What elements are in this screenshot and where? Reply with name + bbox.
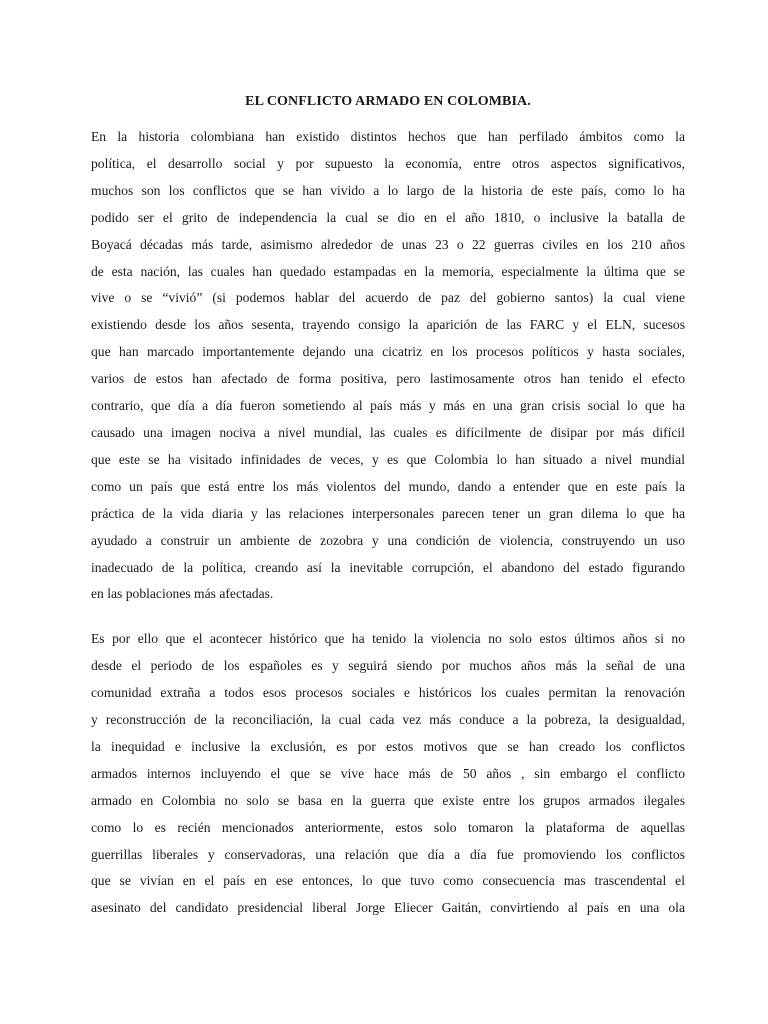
paragraph-line: armado en Colombia no solo se basa en la guerra que existe entre los grupos armados ilegales: [91, 792, 685, 808]
paragraph-line: vive o se “vivió” (si podemos hablar del acuerdo de paz del gobierno santos) la cual viene: [91, 290, 685, 306]
paragraph-line: que se vivían en el país en ese entonces, lo que tuvo como consecuencia mas trascendental el: [91, 873, 685, 889]
paragraph-2: [91, 626, 685, 922]
paragraph-line: como un país que está entre los más violentos del mundo, dando a entender que en este país la: [91, 478, 685, 494]
paragraph-line: comunidad extraña a todos esos procesos sociales e históricos los cuales permitan la renovación: [91, 685, 685, 701]
paragraph-line: En la historia colombiana han existido distintos hechos que han perfilado ámbitos como la: [91, 129, 685, 144]
paragraph-1: [91, 124, 685, 608]
paragraph-line: podido ser el grito de independencia la cual se dio en el año 1810, o inclusive la batalla de: [91, 209, 685, 225]
paragraph-line: guerrillas liberales y conservadoras, una relación que día a día fue promoviendo los conflictos: [91, 846, 685, 862]
paragraph-line: contrario, que día a día fueron sometiendo al país más y más en una gran crisis social lo que ha: [91, 398, 685, 414]
paragraph-line: asesinato del candidato presidencial liberal Jorge Eliecer Gaitán, convirtiendo al país en una ola: [91, 900, 685, 916]
document-body: [91, 92, 685, 940]
paragraph-line: existiendo desde los años sesenta, trayendo consigo la aparición de las FARC y el ELN, sucesos: [91, 317, 685, 333]
paragraph-line: inadecuado de la política, creando así la inevitable corrupción, el abandono del estado figurando: [91, 559, 685, 575]
paragraph-line: ayudado a construir un ambiente de zozobra y una condición de violencia, construyendo un uso: [91, 532, 685, 548]
paragraph-line: varios de estos han afectado de forma positiva, pero lastimosamente otros han tenido el efecto: [91, 371, 685, 387]
paragraph-line: desde el periodo de los españoles es y seguirá siendo por muchos años más la señal de una: [91, 658, 685, 674]
paragraph-line: como lo es recién mencionados anteriormente, estos solo tomaron la plataforma de aquellas: [91, 819, 685, 835]
paragraph-line: que este se ha visitado infinidades de veces, y es que Colombia lo han situado a nivel mundial: [91, 451, 685, 467]
paragraph-line: de esta nación, las cuales han quedado estampadas en la memoria, especialmente la última que se: [91, 263, 685, 279]
paragraph-line: muchos son los conflictos que se han vivido a lo largo de la historia de este país, como lo ha: [91, 182, 685, 198]
document-title: EL CONFLICTO ARMADO EN COLOMBIA.: [245, 94, 531, 109]
paragraph-line: armados internos incluyendo el que se vive hace más de 50 años , sin embargo el conflicto: [91, 765, 685, 781]
paragraph-line: Es por ello que el acontecer histórico que ha tenido la violencia no solo estos últimos años si no: [91, 631, 685, 647]
paragraph-line: causado una imagen nociva a nivel mundial, las cuales es difícilmente de disipar por más difícil: [91, 424, 685, 440]
paragraph-line: que han marcado importantemente dejando una cicatriz en los procesos políticos y hasta sociales,: [91, 344, 685, 360]
paragraph-line: política, el desarrollo social y por supuesto la economía, entre otros aspectos significativos,: [91, 155, 685, 171]
paragraph-line: en las poblaciones más afectadas.: [91, 586, 274, 602]
paragraph-line: la inequidad e inclusive la exclusión, es por estos motivos que se han creado los conflictos: [91, 738, 685, 754]
paragraph-line: Boyacá décadas más tarde, asimismo alrededor de unas 23 o 22 guerras civiles en los 210 años: [91, 236, 685, 252]
paragraph-line: práctica de la vida diaria y las relaciones interpersonales parecen tener un gran dilema lo que ha: [91, 505, 685, 521]
paragraph-line: y reconstrucción de la reconciliación, la cual cada vez más conduce a la pobreza, la desigualdad,: [91, 712, 685, 728]
